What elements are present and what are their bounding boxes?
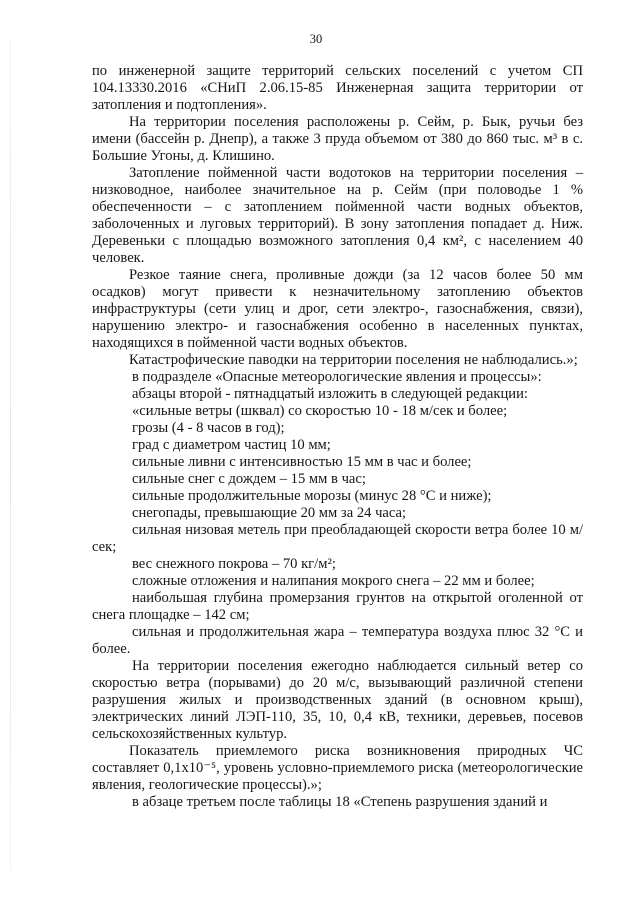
list-item-1: «сильные ветры (шквал) со скоростью 10 - 18 м/сек и более;	[132, 403, 508, 419]
paragraph-6: в подразделе «Опасные метеорологические явления и процессы»:	[132, 369, 542, 385]
list-item-12: сильная и продолжительная жара – температура воздуха плюс 32 °С и более.	[92, 624, 583, 657]
scan-edge-shadow	[10, 40, 11, 870]
paragraph-4: Резкое таяние снега, проливные дожди (за 12 часов более 50 мм осадков) могут привести к незначительному затоплению объектов инфраструктуры (сети улиц и дрог, сети электро-, газоснабжения, связи), нарушению электро- и газоснабжения особенно в населенных пунктах, находящихся в пойменной части водных объектов.	[92, 267, 583, 351]
list-item-11: наибольшая глубина промерзания грунтов на открытой оголенной от снега площадке – 142 см;	[92, 590, 583, 623]
list-item-2: грозы (4 - 8 часов в год);	[132, 420, 285, 436]
page-number: 30	[309, 32, 323, 46]
paragraph-7: абзацы второй - пятнадцатый изложить в следующей редакции:	[132, 386, 528, 402]
paragraph-3: Затопление пойменной части водотоков на территории поселения – низководное, наиболее значительное на р. Сейм (при половодье 1 % обеспеченности – с затоплением пойменной части водных объектов, заболоченных и луговых территорий). В зону затопления попадает д. Ниж. Деревеньки с площадью возможного затопления 0,4 км², с населением 40 человек.	[92, 165, 583, 266]
paragraph-5: Катастрофические паводки на территории поселения не наблюдались.»;	[129, 352, 578, 368]
list-item-6: сильные продолжительные морозы (минус 28 °С и ниже);	[132, 488, 492, 504]
list-item-7: снегопады, превышающие 20 мм за 24 часа;	[132, 505, 407, 521]
paragraph-10: в абзаце третьем после таблицы 18 «Степень разрушения зданий и	[132, 794, 548, 810]
paragraph-8: На территории поселения ежегодно наблюдается сильный ветер со скоростью ветра (порывами) до 20 м/с, вызывающий различной степени разрушения жилых и производственных зданий (в основном крыш), электрических линий ЛЭП-110, 35, 10, 0,4 кВ, техники, деревьев, посевов сельскохозяйственных культур.	[92, 658, 583, 742]
list-item-5: сильные снег с дождем – 15 мм в час;	[132, 471, 366, 487]
list-item-10: сложные отложения и налипания мокрого снега – 22 мм и более;	[132, 573, 535, 589]
paragraph-9: Показатель приемлемого риска возникновения природных ЧС составляет 0,1x10⁻⁵, уровень условно-приемлемого риска (метеорологические явления, геологические процессы).»;	[92, 743, 583, 793]
document-body	[92, 63, 583, 811]
list-item-3: град с диаметром частиц 10 мм;	[132, 437, 331, 453]
paragraph-2: На территории поселения расположены р. Сейм, р. Бык, ручьи без имени (бассейн р. Днепр), а также 3 пруда объемом от 380 до 860 тыс. м³ в с. Большие Угоны, д. Клишино.	[92, 114, 583, 164]
list-item-8: сильная низовая метель при преобладающей скорости ветра более 10 м/сек;	[92, 522, 583, 555]
paragraph-1: по инженерной защите территорий сельских поселений с учетом СП 104.13330.2016 «СНиП 2.06.15-85 Инженерная защита территории от затопления и подтопления».	[92, 63, 583, 113]
list-item-9: вес снежного покрова – 70 кг/м²;	[132, 556, 336, 572]
list-item-4: сильные ливни с интенсивностью 15 мм в час и более;	[132, 454, 472, 470]
